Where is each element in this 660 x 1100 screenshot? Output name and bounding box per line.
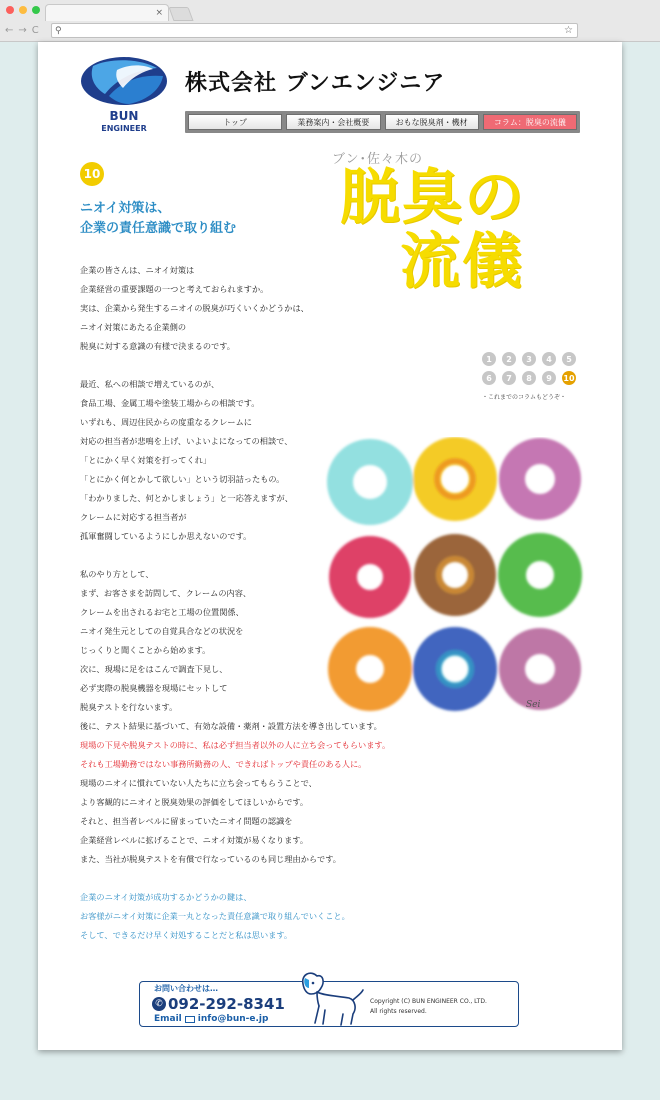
bookmark-star-icon[interactable]: ☆ [564, 25, 573, 36]
body-paragraph [80, 565, 520, 869]
body-line: 「とにかく何とかして欲しい」という切羽詰ったもの。 [80, 474, 285, 484]
phone-number-text: 092-292-8341 [168, 995, 285, 1013]
body-line: 企業経営レベルに拡げることで、ニオイ対策が易くなります。 [80, 835, 309, 845]
envelope-icon [185, 1016, 195, 1023]
nav-item-column[interactable]: コラム：脱臭の流儀 [483, 114, 577, 130]
company-name: 株式会社 ブンエンジニア [185, 71, 446, 96]
body-line: 食品工場、金属工場や塗装工場からの相談です。 [80, 398, 260, 408]
copyright [370, 997, 487, 1017]
body-line: 現場のニオイに慣れていない人たちに立ち会ってもらうことで、 [80, 778, 317, 788]
body-line: 実は、企業から発生するニオイの脱臭が巧くいくかどうかは、 [80, 303, 309, 313]
phone-icon: ✆ [152, 997, 166, 1011]
column-link-9[interactable]: 9 [542, 371, 556, 385]
art-signature: Sei [526, 700, 541, 710]
body-line: そして、できるだけ早く対処することだと私は思います。 [80, 930, 293, 940]
contact-label: お問い合わせは… [154, 984, 218, 993]
dog-mascot-icon [295, 970, 365, 1028]
body-line: 企業経営の重要課題の一つと考えておられますか。 [80, 284, 269, 294]
email-address: info@bun-e.jp [197, 1014, 269, 1024]
watercolor-circle-green [512, 547, 568, 603]
logo-text-engineer: ENGINEER [101, 124, 147, 133]
body-line: 次に、現場に足をはこんで調査下見し、 [80, 664, 228, 674]
column-link-1[interactable]: 1 [482, 352, 496, 366]
nav-item-top[interactable]: トップ [188, 114, 282, 130]
new-tab-button[interactable] [168, 7, 193, 21]
reload-icon[interactable]: C [31, 25, 39, 36]
body-line: 対応の担当者が悲鳴を上げ、いよいよになっての相談で、 [80, 436, 293, 446]
company-logo[interactable] [79, 56, 169, 134]
body-line: 「とにかく早く対策を打ってくれ」 [80, 455, 212, 465]
minimize-window-button[interactable] [19, 6, 27, 14]
body-line: また、当社が脱臭テストを有償で行なっているのも同じ理由からです。 [80, 854, 341, 864]
body-line: じっくりと聞くことから始めます。 [80, 645, 211, 655]
body-line: 最近、私への相談で増えているのが、 [80, 379, 220, 389]
body-line: 後に、テスト結果に基づいて、有効な設備・薬剤・設置方法を導き出しています。 [80, 721, 382, 731]
headline-line-2: 企業の責任意識で取り組む [80, 221, 237, 236]
column-title-sub: ブン･佐々木の [332, 152, 423, 167]
nav-item-products[interactable]: おもな脱臭剤・機材 [385, 114, 479, 130]
magnifier-icon: ⚲ [55, 26, 62, 36]
headline-line-1: ニオイ対策は、 [80, 201, 171, 216]
browser-tab[interactable] [45, 4, 169, 21]
column-link-6[interactable]: 6 [482, 371, 496, 385]
body-line: ニオイ発生元としての自覚具合などの状況を [80, 626, 244, 636]
contact-box [139, 981, 519, 1027]
body-paragraph [80, 888, 520, 945]
body-line: より客観的にニオイと脱臭効果の評価をしてほしいからです。 [80, 797, 309, 807]
column-link-8[interactable]: 8 [522, 371, 536, 385]
tab-close-icon[interactable]: × [155, 8, 163, 18]
column-body [80, 261, 520, 964]
logo-text-bun: BUN [109, 109, 139, 123]
body-line: 企業のニオイ対策が成功するかどうかの鍵は、 [80, 892, 252, 902]
close-window-button[interactable] [6, 6, 14, 14]
body-line: 私のやり方として、 [80, 569, 154, 579]
column-title-line-1: 脱臭の [340, 163, 526, 233]
nav-item-business[interactable]: 業務案内・会社概要 [286, 114, 380, 130]
body-line: いずれも、周辺住民からの度重なるクレームに [80, 417, 252, 427]
page-content [38, 42, 622, 1050]
watercolor-circle-mauve [512, 641, 568, 697]
column-link-2[interactable]: 2 [502, 352, 516, 366]
body-line: クレームを出されるお宅と工場の位置関係、 [80, 607, 244, 617]
body-line: お客様がニオイ対策に企業一丸となった責任意識で取り組んでいくこと。 [80, 911, 350, 921]
forward-arrow-icon[interactable]: → [18, 25, 27, 36]
phone-number[interactable] [152, 995, 285, 1013]
column-title-line-2: 流儀 [400, 227, 524, 297]
browser-nav [5, 25, 39, 36]
body-paragraph [80, 261, 520, 356]
body-line: 脱臭テストを行ないます。 [80, 702, 178, 712]
address-bar[interactable] [51, 23, 578, 38]
body-line: 「わかりました、何とかしましょう」と一応答えますが、 [80, 493, 293, 503]
copyright-line-2: All rights reserved. [370, 1008, 427, 1015]
body-line: 必ず実際の脱臭機器を現場にセットして [80, 683, 228, 693]
copyright-line-1: Copyright (C) BUN ENGINEER CO., LTD. [370, 998, 487, 1005]
body-line: ニオイ対策にあたる企業側の [80, 322, 187, 332]
window-controls [6, 6, 40, 14]
body-line: 現場の下見や脱臭テストの時に、私は必ず担当者以外の人に立ち会ってもらいます。 [80, 740, 391, 750]
column-link-4[interactable]: 4 [542, 352, 556, 366]
global-nav [185, 111, 580, 133]
column-link-7[interactable]: 7 [502, 371, 516, 385]
body-line: それと、担当者レベルに留まっていたニオイ問題の認識を [80, 816, 293, 826]
column-link-5[interactable]: 5 [562, 352, 576, 366]
email-link[interactable] [154, 1014, 268, 1024]
watercolor-circle-purple [512, 451, 568, 507]
email-label: Email [154, 1014, 182, 1024]
body-paragraph [80, 375, 520, 546]
body-line: 企業の皆さんは、ニオイ対策は [80, 265, 195, 275]
column-number-badge: 10 [80, 162, 104, 186]
browser-chrome [0, 0, 660, 42]
column-link-10[interactable]: 10 [562, 371, 576, 385]
back-arrow-icon[interactable]: ← [5, 25, 14, 36]
body-line: それも工場勤務ではない事務所勤務の人、できればトップや責任のある人に。 [80, 759, 367, 769]
body-line: まず、お客さまを訪問して、クレームの内容、 [80, 588, 252, 598]
body-line: クレームに対応する担当者が [80, 512, 187, 522]
body-line: 孤軍奮闘しているようにしか思えないのです。 [80, 531, 252, 541]
body-line: 脱臭に対する意識の有様で決まるのです。 [80, 341, 235, 351]
column-link-3[interactable]: 3 [522, 352, 536, 366]
column-archive-caption: ・これまでのコラムもどうぞ・ [482, 394, 566, 401]
maximize-window-button[interactable] [32, 6, 40, 14]
column-headline [80, 199, 236, 239]
